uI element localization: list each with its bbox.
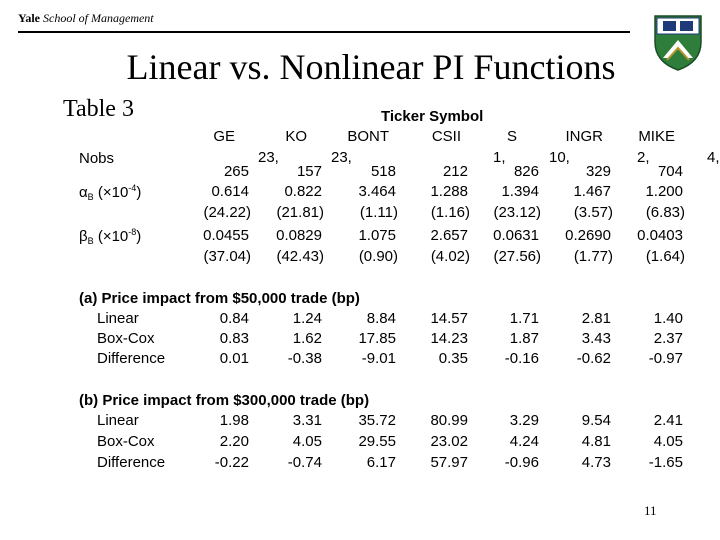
- section-b-row-label: Difference: [97, 454, 166, 471]
- ticker-header: MIKE: [638, 128, 675, 145]
- section-b-boxcox-value: 4.81: [581, 433, 611, 450]
- alpha-tstat: (21.81): [276, 204, 324, 221]
- header-brand: [18, 11, 154, 26]
- beta-value: 1.075: [358, 227, 396, 244]
- alpha-pre: (×10: [93, 184, 129, 201]
- section-a-row-label: Difference: [97, 350, 166, 367]
- alpha-tstat: (1.16): [430, 204, 470, 221]
- beta-label: [79, 227, 141, 246]
- alpha-tstat: (1.11): [359, 204, 398, 221]
- section-a-boxcox-value: 14.23: [430, 330, 468, 347]
- brand-yale: Yale: [18, 11, 40, 25]
- beta-tstat: (4.02): [430, 248, 470, 265]
- section-b-diff-value: 4.73: [581, 454, 611, 471]
- nobs-prefix: 10,: [549, 149, 570, 166]
- alpha-sub: B: [87, 192, 94, 202]
- section-a-title: (a) Price impact from $50,000 trade (bp): [79, 290, 360, 307]
- nobs-prefix: 4,: [707, 149, 720, 166]
- beta-tstat: (37.04): [203, 248, 251, 265]
- section-b-boxcox-value: 4.05: [653, 433, 683, 450]
- section-a-boxcox-value: 17.85: [358, 330, 396, 347]
- alpha-tstat: (3.57): [573, 204, 613, 221]
- beta-value: 0.0631: [493, 227, 539, 244]
- section-a-linear-value: 1.40: [653, 310, 683, 327]
- section-b-linear-value: 9.54: [581, 412, 611, 429]
- section-b-diff-value: 6.17: [366, 454, 396, 471]
- beta-exp: -8: [128, 227, 137, 237]
- section-a-linear-value: 1.24: [292, 310, 322, 327]
- section-a-diff-value: 0.35: [438, 350, 468, 367]
- section-b-linear-value: 3.29: [509, 412, 539, 429]
- section-a-row-label: Box-Cox: [97, 330, 155, 347]
- section-a-diff-value: 0.01: [219, 350, 249, 367]
- beta-tstat: (0.90): [358, 248, 398, 265]
- beta-post: ): [136, 228, 142, 245]
- alpha-greek: α: [79, 184, 88, 201]
- nobs-value: 212: [442, 163, 468, 180]
- ticker-header: GE: [213, 128, 235, 145]
- nobs-value: 265: [223, 163, 249, 180]
- alpha-value: 0.822: [284, 183, 322, 200]
- section-a-linear-value: 0.84: [219, 310, 249, 327]
- alpha-value: 1.200: [645, 183, 683, 200]
- beta-value: 0.2690: [565, 227, 611, 244]
- section-b-row-label: Linear: [97, 412, 139, 429]
- beta-tstat: (42.43): [276, 248, 324, 265]
- section-a-boxcox-value: 3.43: [581, 330, 611, 347]
- beta-tstat: (27.56): [493, 248, 541, 265]
- ticker-header: KO: [285, 128, 307, 145]
- beta-sub: B: [87, 236, 94, 246]
- section-b-linear-value: 80.99: [430, 412, 468, 429]
- alpha-post: ): [136, 184, 142, 201]
- section-a-linear-value: 8.84: [366, 310, 396, 327]
- table-label: Table 3: [63, 96, 134, 122]
- header-rule: [18, 31, 630, 33]
- section-b-linear-value: 3.31: [292, 412, 322, 429]
- nobs-prefix: 1,: [493, 149, 506, 166]
- section-b-diff-value: 57.97: [430, 454, 468, 471]
- section-a-diff-value: -0.16: [504, 350, 539, 367]
- beta-tstat: (1.77): [573, 248, 613, 265]
- section-b-diff-value: -0.74: [287, 454, 322, 471]
- section-b-boxcox-value: 4.24: [509, 433, 539, 450]
- page-title: Linear vs. Nonlinear PI Functions: [126, 47, 616, 87]
- section-a-boxcox-value: 0.83: [219, 330, 249, 347]
- section-b-boxcox-value: 23.02: [430, 433, 468, 450]
- section-a-diff-value: -0.62: [576, 350, 611, 367]
- section-a-linear-value: 2.81: [581, 310, 611, 327]
- section-a-boxcox-value: 1.62: [292, 330, 322, 347]
- beta-value: 0.0455: [203, 227, 249, 244]
- alpha-value: 1.467: [573, 183, 611, 200]
- section-b-diff-value: -0.22: [214, 454, 249, 471]
- section-a-row-label: Linear: [97, 310, 139, 327]
- section-a-boxcox-value: 2.37: [653, 330, 683, 347]
- beta-pre: (×10: [93, 228, 129, 245]
- beta-value: 0.0829: [276, 227, 322, 244]
- alpha-value: 0.614: [211, 183, 249, 200]
- alpha-value: 1.394: [501, 183, 539, 200]
- brand-school: School of Management: [40, 11, 154, 25]
- nobs-value: 518: [370, 163, 396, 180]
- section-b-diff-value: -1.65: [648, 454, 683, 471]
- section-b-boxcox-value: 2.20: [219, 433, 249, 450]
- nobs-prefix: 23,: [258, 149, 279, 166]
- nobs-value: 329: [585, 163, 611, 180]
- ticker-header: BONT: [347, 128, 389, 145]
- beta-value: 2.657: [430, 227, 468, 244]
- section-a-linear-value: 1.71: [509, 310, 539, 327]
- nobs-prefix: 2,: [637, 149, 650, 166]
- ticker-symbol-label: Ticker Symbol: [381, 108, 484, 125]
- section-b-boxcox-value: 4.05: [292, 433, 322, 450]
- alpha-tstat: (6.83): [645, 204, 685, 221]
- nobs-value: 157: [296, 163, 322, 180]
- section-b-diff-value: -0.96: [504, 454, 539, 471]
- shield-book-left: [663, 21, 676, 31]
- nobs-value: 704: [657, 163, 683, 180]
- section-a-boxcox-value: 1.87: [509, 330, 539, 347]
- section-b-linear-value: 35.72: [358, 412, 396, 429]
- ticker-header: CSII: [431, 128, 461, 145]
- alpha-tstat: (24.22): [203, 204, 251, 221]
- section-a-diff-value: -9.01: [361, 350, 396, 367]
- ticker-header: INGR: [565, 128, 603, 145]
- page-number: 11: [644, 503, 657, 518]
- alpha-tstat: (23.12): [493, 204, 541, 221]
- section-b-boxcox-value: 29.55: [358, 433, 396, 450]
- ticker-header: S: [506, 128, 517, 145]
- nobs-label: Nobs: [79, 150, 115, 167]
- section-b-linear-value: 2.41: [653, 412, 683, 429]
- section-a-linear-value: 14.57: [430, 310, 468, 327]
- alpha-value: 3.464: [358, 183, 396, 200]
- section-b-title: (b) Price impact from $300,000 trade (bp): [79, 392, 370, 409]
- alpha-exp: -4: [128, 183, 137, 193]
- section-b-row-label: Box-Cox: [97, 433, 155, 450]
- beta-tstat: (1.64): [645, 248, 685, 265]
- nobs-prefix: 23,: [331, 149, 352, 166]
- alpha-value: 1.288: [430, 183, 468, 200]
- beta-value: 0.0403: [637, 227, 683, 244]
- section-a-diff-value: -0.38: [287, 350, 322, 367]
- nobs-value: 826: [513, 163, 539, 180]
- beta-greek: β: [79, 228, 88, 245]
- section-a-diff-value: -0.97: [648, 350, 683, 367]
- shield-book-right: [680, 21, 693, 31]
- section-b-linear-value: 1.98: [219, 412, 249, 429]
- alpha-label: [79, 183, 141, 202]
